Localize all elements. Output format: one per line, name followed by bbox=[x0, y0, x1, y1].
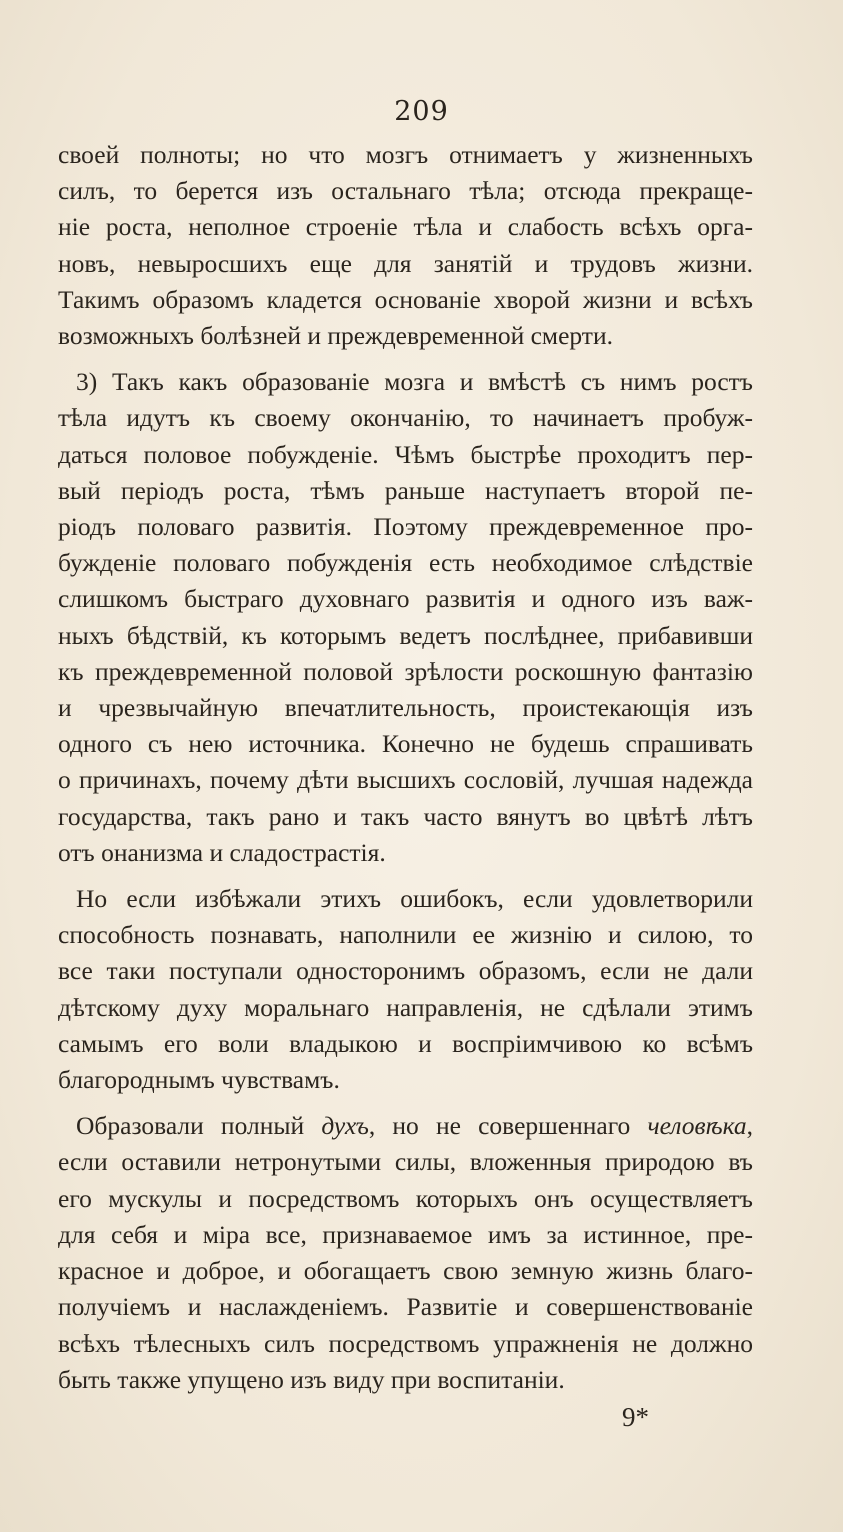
text-line: ныхъ бѣдствій, къ которымъ ведетъ послѣднее, прибавивши bbox=[58, 620, 753, 650]
text-line: къ преждевременной половой зрѣлости роскошную фантазію bbox=[58, 656, 753, 686]
text-line: Такимъ образомъ кладется основаніе хворой жизни и всѣхъ bbox=[58, 284, 753, 314]
text-line: дѣтскому духу моральнаго направленія, не сдѣлали этимъ bbox=[58, 992, 753, 1022]
text-line: своей полноты; но что мозгъ отнимаетъ у жизненныхъ bbox=[58, 140, 753, 169]
text-line: вый періодъ роста, тѣмъ раньше наступаетъ второй пе- bbox=[58, 475, 753, 505]
text-line: возможныхъ болѣзней и преждевременной смерти. bbox=[58, 321, 613, 351]
text-line: новъ, невыросшихъ еще для занятій и трудовъ жизни. bbox=[58, 248, 753, 278]
text-line: слишкомъ быстраго духовнаго развитія и одного изъ важ- bbox=[58, 584, 753, 614]
text-line: о причинахъ, почему дѣти высшихъ сословій, лучшая надежда bbox=[58, 765, 753, 795]
paragraph bbox=[58, 881, 753, 1098]
text-line: и чрезвычайную впечатлительность, проистекающія изъ bbox=[58, 693, 753, 723]
body-text bbox=[58, 137, 753, 1398]
text-line: всѣхъ тѣлесныхъ силъ посредствомъ упражненія не должно bbox=[58, 1328, 753, 1358]
text-line: получіемъ и наслажденіемъ. Развитіе и совершенствованіе bbox=[58, 1292, 753, 1322]
text-line: если оставили нетронутыми силы, вложенныя природою въ bbox=[58, 1147, 753, 1177]
paragraph bbox=[58, 1108, 753, 1398]
text-line: ріодъ половаго развитія. Поэтому преждевременное про- bbox=[58, 512, 753, 542]
text-line: государства, такъ рано и такъ часто вянутъ во цвѣтѣ лѣтъ bbox=[58, 801, 753, 831]
emphasized-word: человѣка bbox=[647, 1111, 747, 1141]
paragraph bbox=[58, 137, 753, 354]
text-line: силъ, то берется изъ остальнаго тѣла; отсюда прекраще- bbox=[58, 176, 753, 206]
text-line: бужденіе половаго побужденія есть необходимое слѣдствіе bbox=[58, 548, 753, 578]
text-line: Образовали полный духъ, но не совершеннаго человѣка, bbox=[76, 1111, 753, 1141]
signature-mark: 9* bbox=[622, 1402, 649, 1432]
text-line: тѣла идутъ къ своему окончанію, то начинаетъ пробуж- bbox=[58, 403, 753, 433]
text-line: ніе роста, неполное строеніе тѣла и слабость всѣхъ орга- bbox=[58, 212, 753, 242]
text-line: все таки поступали односторонимъ образомъ, если не дали bbox=[58, 956, 753, 986]
text-line: быть также упущено изъ виду при воспитаніи. bbox=[58, 1364, 565, 1394]
emphasized-word: духъ bbox=[321, 1111, 369, 1141]
text-line: красное и доброе, и обогащаетъ свою земную жизнь благо- bbox=[58, 1256, 753, 1286]
text-line: одного съ нею источника. Конечно не будешь спрашивать bbox=[58, 729, 753, 759]
text-line: отъ онанизма и сладострастія. bbox=[58, 837, 386, 867]
text-line: самымъ его воли владыкою и воспріимчивою ко всѣмъ bbox=[58, 1028, 753, 1058]
paragraph bbox=[58, 364, 753, 871]
text-line: даться половое побужденіе. Чѣмъ быстрѣе проходитъ пер- bbox=[58, 439, 753, 469]
text-line: Но если избѣжали этихъ ошибокъ, если удовлетворили bbox=[76, 884, 753, 914]
text-line: для себя и міра все, признаваемое имъ за истинное, пре- bbox=[58, 1219, 753, 1249]
text-line: благороднымъ чувствамъ. bbox=[58, 1065, 340, 1095]
text-line: 3) Такъ какъ образованіе мозга и вмѣстѣ съ нимъ ростъ bbox=[76, 367, 753, 397]
text-line: способность познавать, наполнили ее жизнію и силою, то bbox=[58, 920, 753, 950]
page-number: 209 bbox=[394, 96, 449, 127]
text-line: его мускулы и посредствомъ которыхъ онъ осуществляетъ bbox=[58, 1183, 753, 1213]
